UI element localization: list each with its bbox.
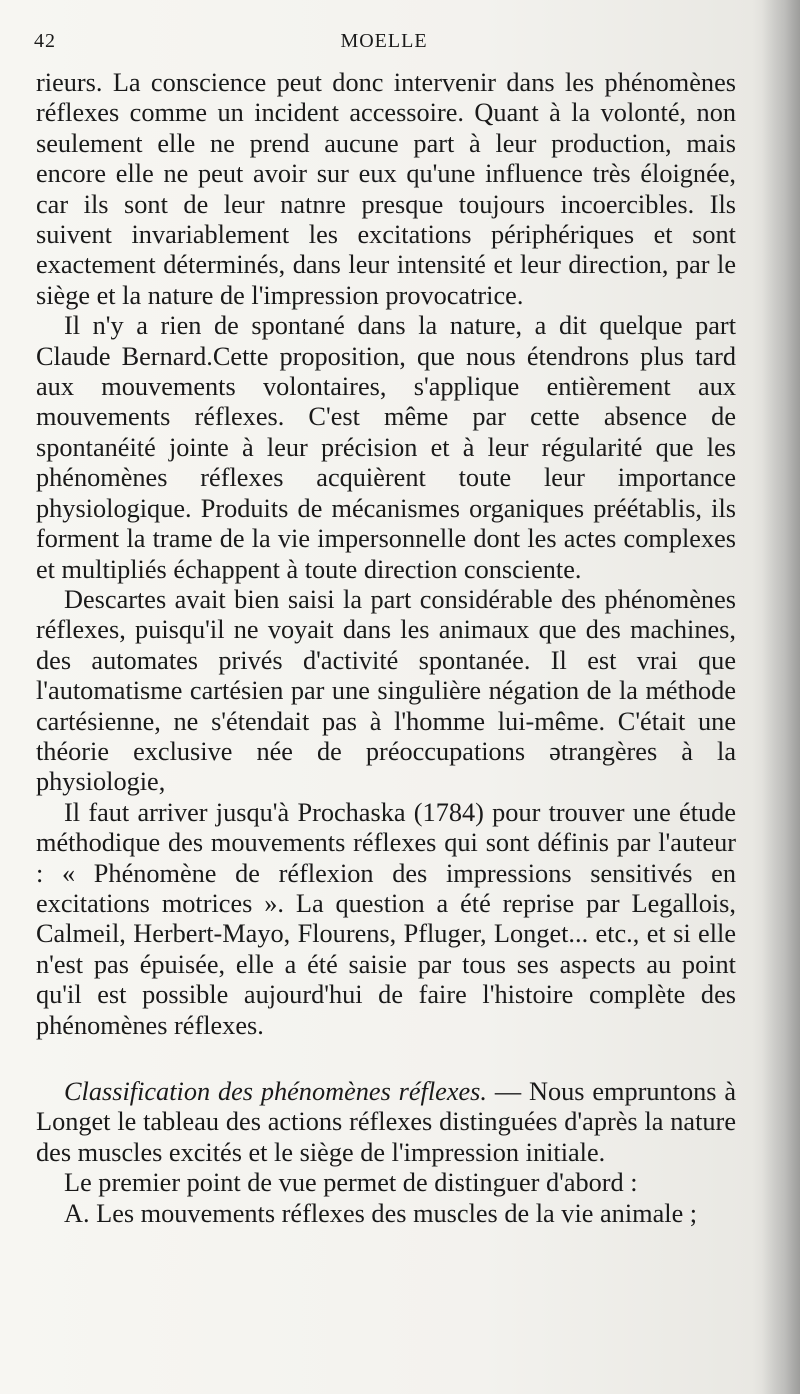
paragraph-6: Le premier point de vue permet de distinguer d'abord : (64, 1168, 638, 1198)
section-gap (36, 1041, 736, 1077)
section-paragraph (36, 1077, 736, 1168)
paragraph-3: Descartes avait bien saisi la part considérable des phénomènes réflexes, puisqu'il ne voyait dans les animaux que des machines, des automates privés d'activité spontanée. Il est vrai que l'automatisme cartésien par une singulière négation de la méthode cartésienne, ne s'étendait pas à l'homme lui-même. C'était une théorie exclusive née de préoccupations ətrangères à la physiologie, (36, 584, 736, 797)
paragraph-1: rieurs. La conscience peut donc intervenir dans les phénomènes réflexes comme un incident accessoire. Quant à la volonté, non seulement elle ne prend aucune part à leur production, mais encore elle ne peut avoir sur eux qu'une influence très éloignée, car ils sont de leur natnre presque toujours incoercibles. Ils suivent invariablement les excitations périphériques et sont exactement déterminés, dans leur intensité et leur direction, par le siège et la nature de l'impression provocatrice. (36, 68, 736, 310)
running-title: MOELLE (340, 30, 428, 52)
page-spine-shadow (762, 0, 800, 1394)
section-heading: Classification des phénomènes réflexes. (64, 1077, 487, 1106)
paragraph-4: Il faut arriver jusqu'à Prochaska (1784) pour trouver une étude méthodique des mouvements réflexes qui sont définis par l'auteur : « Phénomène de réflexion des impressions sensitivés en excitations motrices ». La question a été reprise par Legallois, Calmeil, Herbert-Mayo, Flourens, Pfluger, Longet... etc., et si elle n'est pas épuisée, elle a été saisie par tous ses aspects au point qu'il est possible aujourd'hui de faire l'histoire complète des phénomènes réflexes. (36, 797, 736, 1040)
section-paragraph-text: — Nous empruntons à Longet le tableau des actions réflexes distinguées d'après la nature des muscles excités et le siège de l'impression initiale. (36, 1077, 736, 1167)
paragraph-2: Il n'y a rien de spontané dans la nature, a dit quelque part Claude Bernard.Cette proposition, que nous étendrons plus tard aux mouvements volontaires, s'applique entièrement aux mouvements réflexes. C'est même par cette absence de spontanéité jointe à leur précision et à leur régularité que les phénomènes réflexes acquièrent toute leur importance physiologique. Produits de mécanismes organiques préétablis, ils forment la trame de la vie impersonnelle dont les actes complexes et multipliés échappent à toute direction consciente. (36, 311, 736, 584)
page-number: 42 (34, 30, 56, 52)
paragraph-7: A. Les mouvements réflexes des muscles de la vie animale ; (64, 1198, 698, 1228)
page-header (34, 30, 734, 60)
body-text (36, 68, 736, 1229)
